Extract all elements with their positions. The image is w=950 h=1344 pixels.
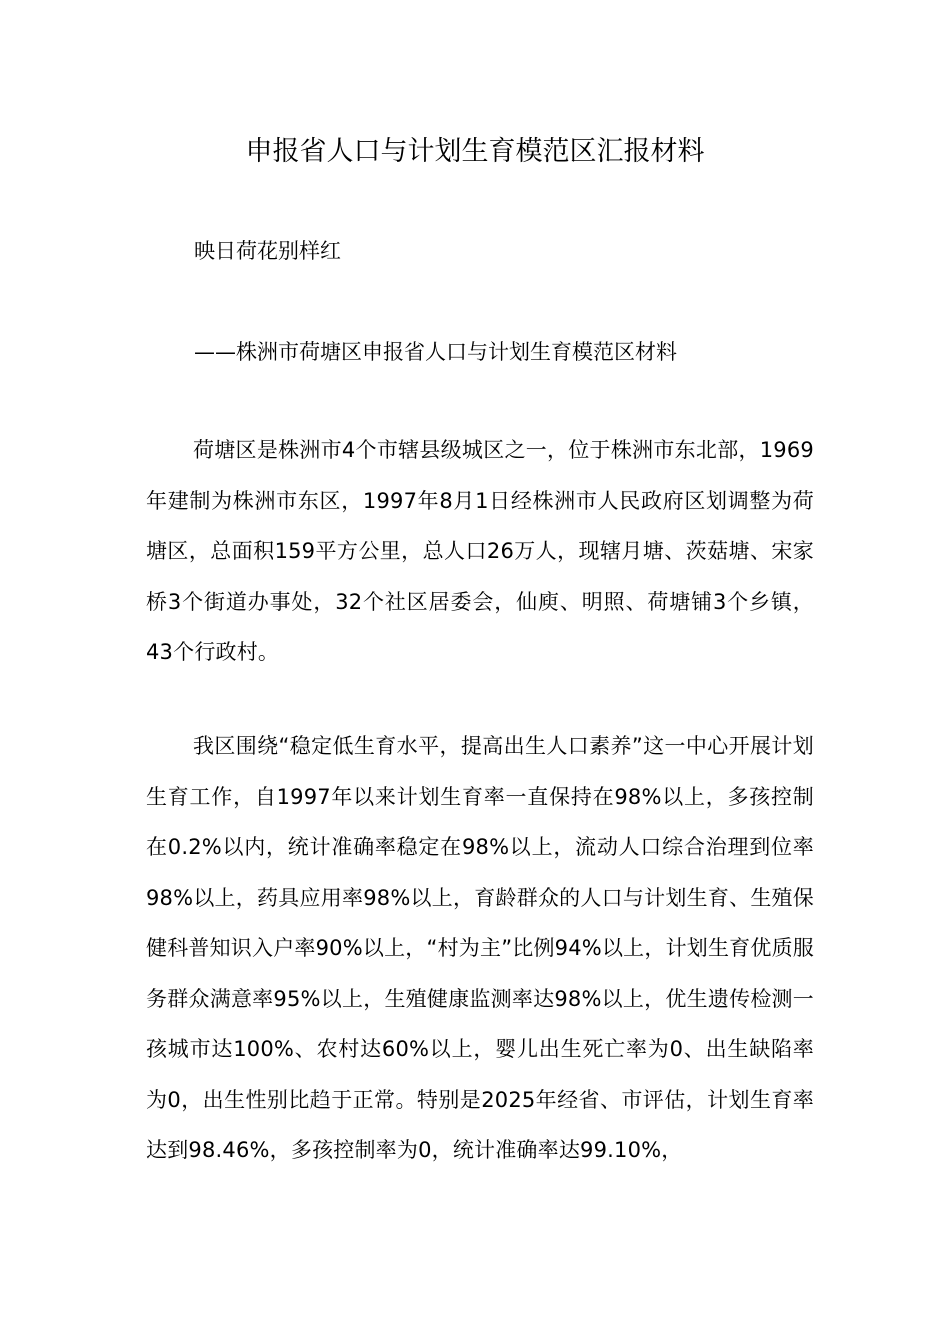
paragraph-achievements: 我区围绕“稳定低生育水平，提高出生人口素养”这一中心开展计划生育工作，自1997年以来计划生育率一直保持在98%以上，多孩控制在0.2%以内，统计准确率稳定在98%以上，流动人口综合治理到位率98%以上，药具应用率98%以上，育龄群众的人口与计划生育、生殖保健科普知识入户率90%以上，“村为主”比例94%以上，计划生育优质服务群众满意率95%以上，生殖健康监测率达98%以上，优生遗传检测一孩城市达100%、农村达60%以上，婴儿出生死亡率为0、出生缺陷率为0，出生性别比趋于正常。特别是2025年经省、市评估，计划生育率达到98.46%，多孩控制率为0，统计准确率达99.10%， xyxy=(146,734,814,1162)
document-subtitle-main: 映日荷花别样红 xyxy=(194,239,341,263)
paragraph-intro: 荷塘区是株洲市4个市辖县级城区之一，位于株洲市东北部，1969年建制为株洲市东区，1997年8月1日经株洲市人民政府区划调整为荷塘区，总面积159平方公里，总人口26万人，现辖月塘、茨菇塘、宋家桥3个街道办事处，32个社区居委会，仙庾、明照、荷塘铺3个乡镇，43个行政村。 xyxy=(146,438,814,664)
document-title: 申报省人口与计划生育模范区汇报材料 xyxy=(245,136,705,167)
document-subtitle-sub: ——株洲市荷塘区申报省人口与计划生育模范区材料 xyxy=(194,340,677,364)
